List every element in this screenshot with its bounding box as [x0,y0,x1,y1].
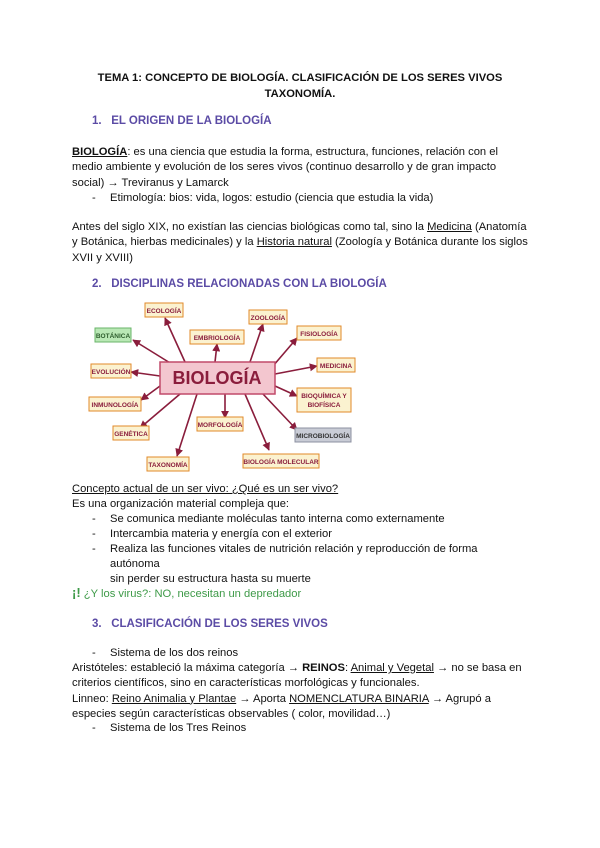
arrow-embriologia [215,344,217,362]
label-evolucion: EVOLUCIÓN [91,369,131,376]
label-medicina: MEDICINA [319,363,353,370]
tres-reinos-bullet [92,721,532,736]
history-text-1b: (Anatomía [471,221,527,233]
medicina-link-text: Medicina [427,221,472,233]
etimologia-text: Etimología: bios: vida, logos: estudio (ciencia que estudia la vida) [110,192,434,204]
label-bioquimica-1: BIOQUÍMICA Y [301,393,347,400]
dos-reinos-text: Sistema de los dos reinos [110,647,239,659]
section-3-title: CLASIFICACIÓN DE LOS SERES VIVOS [111,618,328,630]
historia-natural-text: Historia natural [256,236,332,249]
aristoteles-line-2: criterios científicos, sino en características morfológicas y funcionales. [72,677,420,690]
bullet-dash: - [92,513,96,525]
aristoteles-text-b: → no se basa en [433,662,522,674]
arrow-biologia-molecular [245,394,269,450]
definition-line-1: : es una ciencia que estudia la forma, estructura, funciones, relación con el [127,146,498,158]
arrow-bioquimica [275,386,297,396]
bullet-dash: - [92,543,96,555]
ser-vivo-bullet-3-text [110,542,530,587]
linneo-reino-text: Reino Animalia y Plantae [111,692,237,705]
animal-vegetal-text: Animal y Vegetal [350,662,434,674]
ser-vivo-block [72,482,532,513]
bullet-dash: - [92,647,96,659]
dos-reinos-bullet [92,646,532,661]
definition-line-2: medio ambiente y evolución de los seres vivos (continuo desarrollo y de gran impacto [72,161,497,174]
label-taxonomia: TAXONOMÍA [148,462,188,469]
label-ecologia: ECOLOGÍA [146,308,182,315]
section-2-title: DISCIPLINAS RELACIONADAS CON LA BIOLOGÍA [111,278,387,290]
nomenclatura-binaria-text: NOMENCLATURA BINARIA [289,692,429,705]
aristoteles-text-a: Aristóteles: estableció la máxima categoría → [72,662,303,674]
section-2-number: 2. [92,278,102,290]
section-3-heading [92,618,328,630]
ser-vivo-bullet-2-text: Intercambia materia y energía con el exterior [110,528,332,540]
bullet-dash: - [92,192,96,204]
biologia-definition [72,145,532,191]
arrow-evolucion [131,372,160,376]
arrow-inmunologia [141,386,160,400]
linneo-text-c: → Agrupó a [428,692,491,705]
virus-note [72,585,301,602]
section-1-number: 1. [92,115,102,127]
center-label: BIOLOGÍA [172,368,262,388]
ser-vivo-bullet-3-line-2: sin perder su estructura hasta su muerte [110,573,311,585]
label-bioquimica-2: BIOFÍSICA [307,402,341,409]
label-inmunologia: INMUNOLOGÍA [91,402,139,409]
definition-line-3: social) → Treviranus y Lamarck [72,176,229,189]
ser-vivo-bullet-2 [92,527,532,542]
etimologia-bullet [92,191,532,206]
definition-term: BIOLOGÍA [72,146,128,158]
title-line-1: TEMA 1: CONCEPTO DE BIOLOGÍA. CLASIFICACIÓN DE LOS SERES VIVOS [97,72,503,84]
linneo-text-a: Linneo: [72,692,112,705]
history-paragraph [72,220,532,266]
arrow-ecologia [165,318,185,362]
ser-vivo-bullet-1-text: Se comunica mediante moléculas tanto interna como externamente [110,513,445,525]
label-genetica: GENÉTICA [114,431,148,438]
ser-vivo-bullet-3 [92,542,532,585]
section-1-title: EL ORIGEN DE LA BIOLOGÍA [111,115,272,127]
label-embriologia: EMBRIOLOGÍA [193,335,241,342]
disciplines-diagram [85,300,365,480]
history-line-3: XVII y XVIII) [72,251,133,264]
history-text-2a: y Botánica, hierbas medicinales) y la [72,236,257,249]
title-line-2: TAXONOMÍA. [264,88,336,100]
linneo-text-b: → Aporta [236,692,290,705]
bullet-dash: - [92,528,96,540]
reinos-bold-text: REINOS [302,662,345,674]
bullet-dash: - [92,722,96,734]
aristoteles-colon: : [344,662,351,674]
arrow-zoologia [250,324,263,362]
arrow-medicina [275,366,317,374]
arrow-fisiologia [273,338,297,366]
label-fisiologia: FISIOLOGÍA [300,331,338,338]
exclamation-icon: ¡! [72,585,81,600]
arrow-microbiologia [263,394,297,430]
arrow-genetica [140,394,180,428]
history-text-1a: Antes del siglo XIX, no existían las ciencias biológicas como tal, sino la [72,221,428,233]
ser-vivo-intro: Es una organización material compleja que: [72,498,290,511]
section-2-heading [92,278,387,290]
label-zoologia: ZOOLOGÍA [250,315,286,322]
section-3-number: 3. [92,618,102,630]
label-botanica: BOTÁNICA [95,333,131,340]
ser-vivo-question: Concepto actual de un ser vivo: ¿Qué es un ser vivo? [72,483,339,495]
arrow-taxonomia [177,394,197,456]
label-morfologia: MORFOLOGÍA [197,422,243,429]
tres-reinos-text: Sistema de los Tres Reinos [110,722,247,734]
linneo-line-2: especies según características observables ( color, movilidad…) [72,708,391,721]
ser-vivo-bullet-1 [92,512,532,527]
ser-vivo-bullet-3-line-1: Realiza las funciones vitales de nutrición relación y reproducción de forma autónoma [110,543,478,570]
virus-note-text: ¿Y los virus?: NO, necesitan un depredador [80,588,302,600]
label-microbiologia: MICROBIOLOGÍA [296,433,350,440]
history-text-2b: (Zoología y Botánica durante los siglos [331,236,528,249]
label-biologia-molecular: BIOLOGÍA MOLECULAR [243,459,319,466]
aristoteles-linneo-paragraph [72,661,532,723]
document-title [60,70,540,102]
section-1-heading [92,115,272,127]
